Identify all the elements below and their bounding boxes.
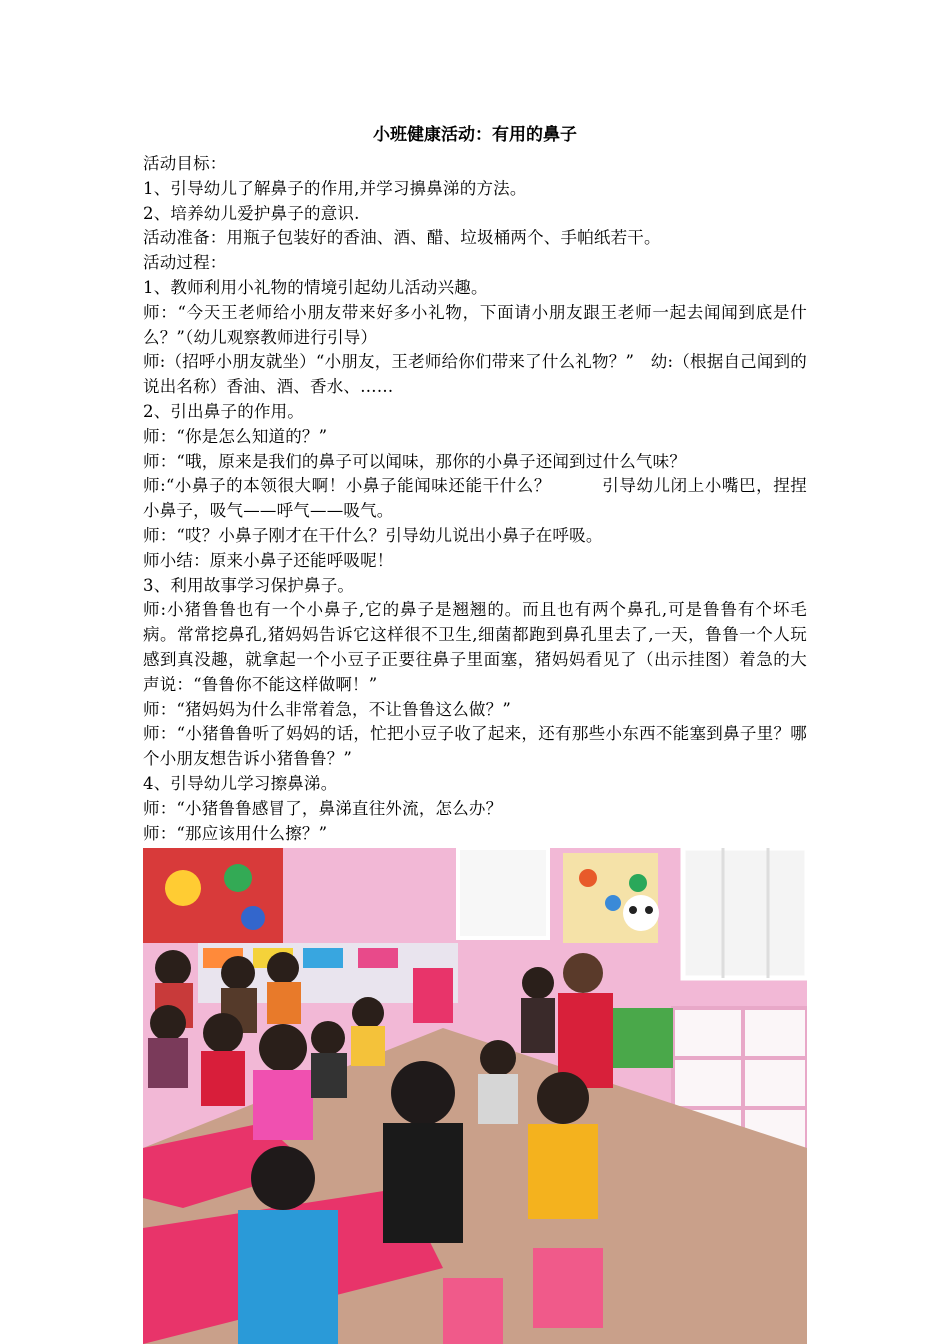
chair (443, 1278, 503, 1344)
paragraph: 师：“你是怎么知道的？” (143, 426, 328, 446)
paragraph: 活动目标： (143, 154, 227, 173)
paragraph: 活动准备：用瓶子包装好的香油、酒、醋、垃圾桶两个、手帕纸若干。 (143, 228, 661, 248)
teacher (563, 953, 603, 993)
paragraph: 师：“小猪鲁鲁听了妈妈的话，忙把小豆子收了起来，还有那些小东西不能塞到鼻子里？哪个小朋友想告诉小猪鲁鲁？” (143, 724, 807, 769)
window-center (458, 848, 548, 938)
chair (533, 1248, 603, 1328)
toy-bin (613, 1008, 673, 1068)
page-title: 小班健康活动：有用的鼻子 (373, 125, 577, 145)
paragraph: 师：“今天王老师给小朋友带来好多小礼物，下面请小朋友跟王老师一起去闻闻到底是什么？”（幼儿观察教师进行引导） (143, 302, 807, 347)
paragraph: 师：“哦，原来是我们的鼻子可以闻味，那你的小鼻子还闻到过什么气味？ (143, 451, 687, 471)
paragraph: 3、利用故事学习保护鼻子。 (143, 575, 355, 595)
paragraph: 师：“小猪鲁鲁感冒了，鼻涕直往外流，怎么办？ (143, 798, 503, 818)
paragraph: 师：“猪妈妈为什么非常着急，不让鲁鲁这么做？” (143, 699, 511, 719)
paragraph: 活动过程： (143, 253, 227, 273)
paragraph: 2、引出鼻子的作用。 (143, 401, 304, 421)
paragraph: 师:小猪鲁鲁也有一个小鼻子,它的鼻子是翘翘的。而且也有两个鼻孔,可是鲁鲁有个坏毛病。常常挖鼻孔,猪妈妈告诉它这样很不卫生,细菌都跑到鼻孔里去了,一天，鲁鲁一个人玩感到真没趣，就拿起一个小豆子正要往鼻子里面塞，猪妈妈看见了（出示挂图）着急的大声说：“鲁鲁你不能这样做啊！” (143, 600, 807, 694)
paragraph: 2、培养幼儿爱护鼻子的意识. (143, 203, 360, 223)
classroom-illustration (143, 848, 807, 1344)
paragraph: 1、引导幼儿了解鼻子的作用,并学习擤鼻涕的方法。 (143, 178, 527, 198)
paragraph: 师：“哎？小鼻子刚才在干什么？引导幼儿说出小鼻子在呼吸。 (143, 525, 603, 545)
window-right (683, 848, 807, 978)
chair (413, 968, 453, 1023)
document-body (143, 120, 807, 846)
bulletin-board-left (143, 848, 283, 943)
paragraph: 师:“小鼻子的本领很大啊！小鼻子能闻味还能干什么？ 引导幼儿闭上小嘴巴，捏捏小鼻子，吸气——呼气——吸气。 (143, 476, 807, 521)
classroom-photo (143, 848, 807, 1344)
paragraph: 师：“那应该用什么擦？” (143, 823, 328, 843)
paragraph: 师小结：原来小鼻子还能呼吸呢！ (143, 550, 394, 570)
paragraph: 师:（招呼小朋友就坐）“小朋友，王老师给你们带来了什么礼物？” 幼:（根据自己闻到的说出名称）香油、酒、香水、…… (143, 352, 807, 397)
paragraph: 1、教师利用小礼物的情境引起幼儿活动兴趣。 (143, 277, 488, 297)
paragraph: 4、引导幼儿学习擦鼻涕。 (143, 773, 338, 793)
panda-decoration (623, 895, 659, 931)
